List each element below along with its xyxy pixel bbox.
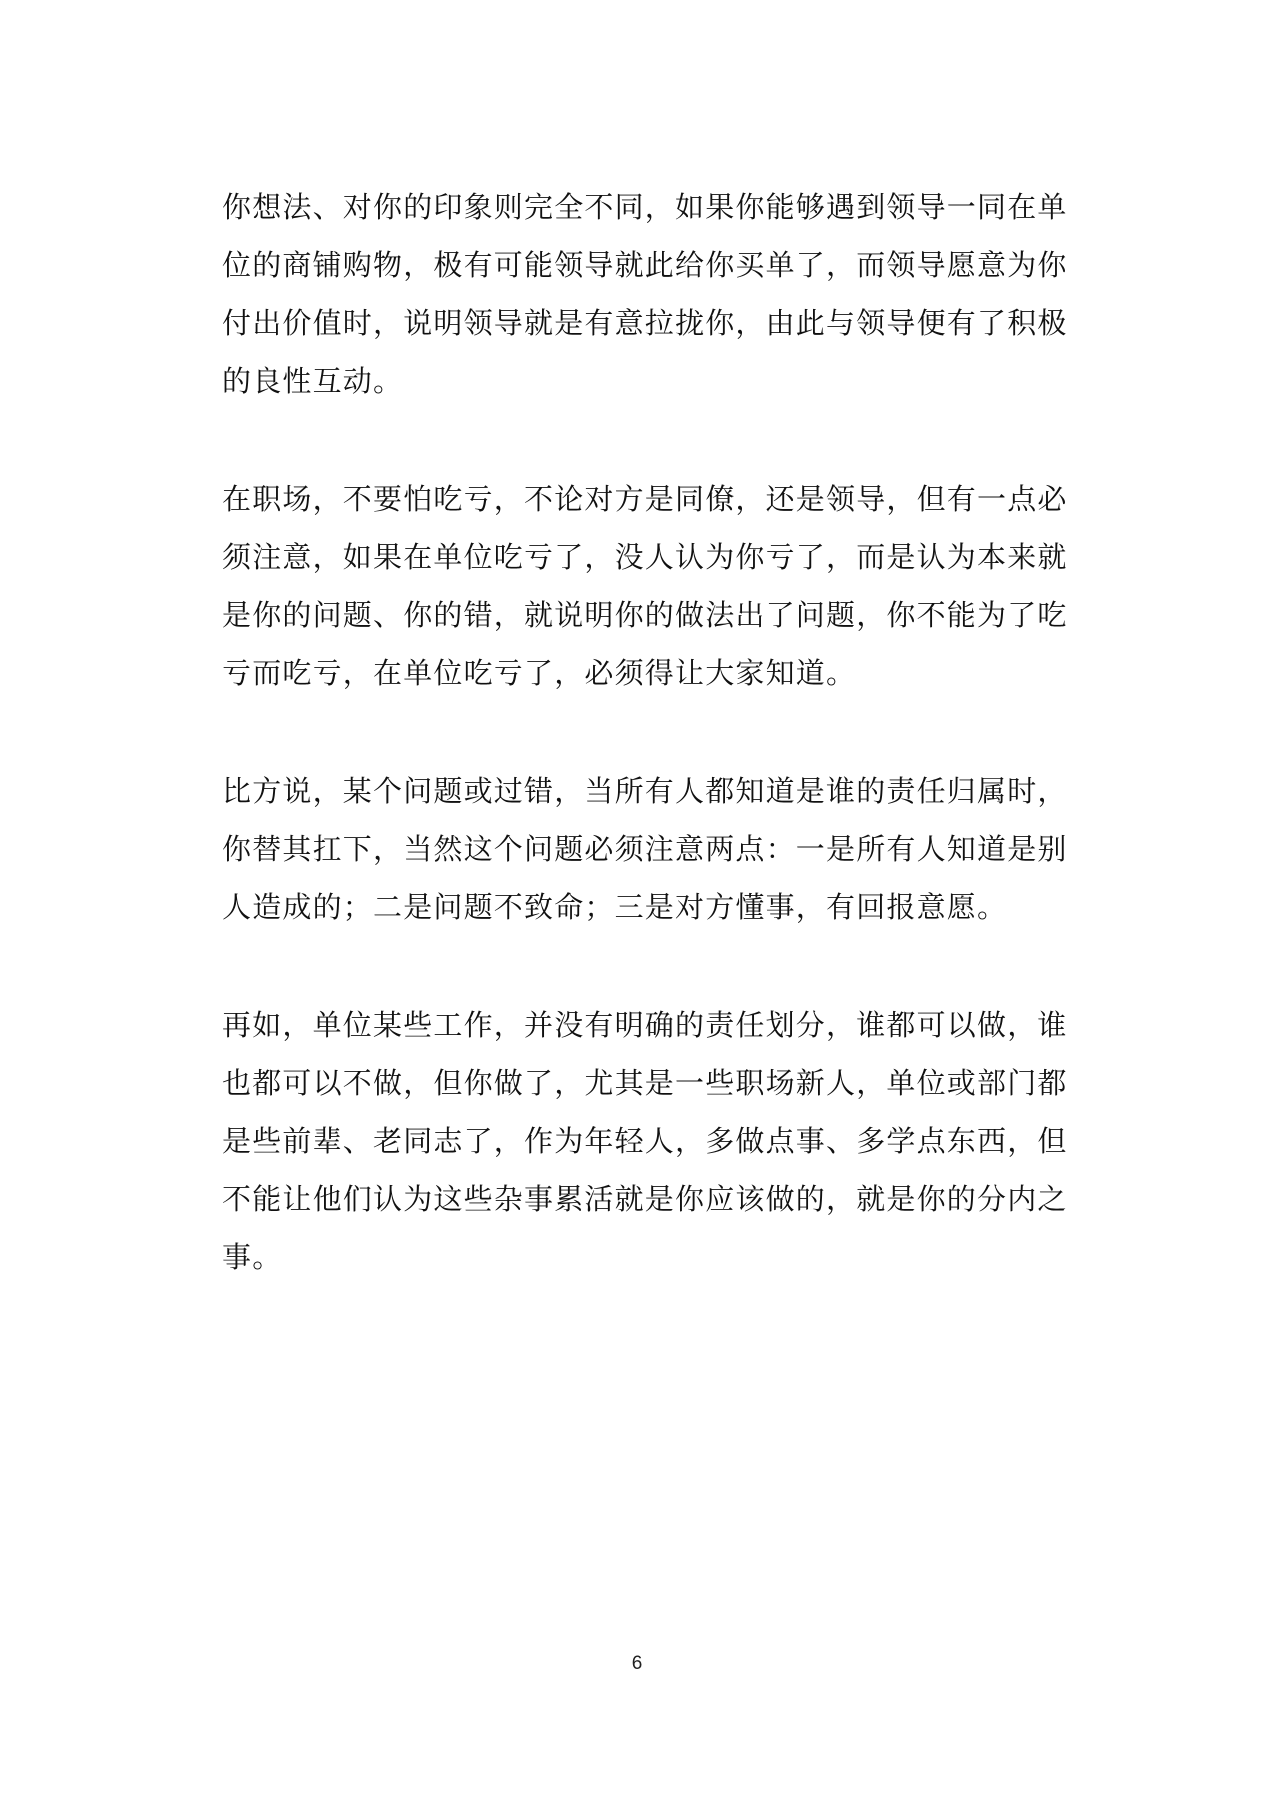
text-line: 是你的问题、你的错，就说明你的做法出了问题，你不能为了吃 xyxy=(222,598,1068,632)
paragraph-3 xyxy=(222,762,1072,936)
body-text xyxy=(222,178,1072,1346)
text-line: 位的商铺购物，极有可能领导就此给你买单了，而领导愿意为你 xyxy=(222,248,1068,282)
text-line: 亏而吃亏，在单位吃亏了，必须得让大家知道。 xyxy=(222,656,857,690)
text-line: 事。 xyxy=(222,1240,283,1274)
paragraph-1 xyxy=(222,178,1072,410)
text-line: 人造成的；二是问题不致命；三是对方懂事，有回报意愿。 xyxy=(222,890,1008,924)
text-line: 你想法、对你的印象则完全不同，如果你能够遇到领导一同在单 xyxy=(222,190,1068,224)
text-line: 也都可以不做，但你做了，尤其是一些职场新人，单位或部门都 xyxy=(222,1066,1068,1100)
text-line: 的良性互动。 xyxy=(222,364,404,398)
text-line: 付出价值时，说明领导就是有意拉拢你，由此与领导便有了积极 xyxy=(222,306,1068,340)
paragraph-2 xyxy=(222,470,1072,702)
paragraph-4 xyxy=(222,996,1072,1286)
text-line: 你替其扛下，当然这个问题必须注意两点：一是所有人知道是别 xyxy=(222,832,1068,866)
text-line: 是些前辈、老同志了，作为年轻人，多做点事、多学点东西，但 xyxy=(222,1124,1068,1158)
text-line: 再如，单位某些工作，并没有明确的责任划分，谁都可以做，谁 xyxy=(222,1008,1068,1042)
text-line: 须注意，如果在单位吃亏了，没人认为你亏了，而是认为本来就 xyxy=(222,540,1068,574)
page-number: 6 xyxy=(631,1653,643,1674)
text-line: 比方说，某个问题或过错，当所有人都知道是谁的责任归属时， xyxy=(222,774,1068,808)
text-line: 在职场，不要怕吃亏，不论对方是同僚，还是领导，但有一点必 xyxy=(222,482,1068,516)
text-line: 不能让他们认为这些杂事累活就是你应该做的，就是你的分内之 xyxy=(222,1182,1068,1216)
